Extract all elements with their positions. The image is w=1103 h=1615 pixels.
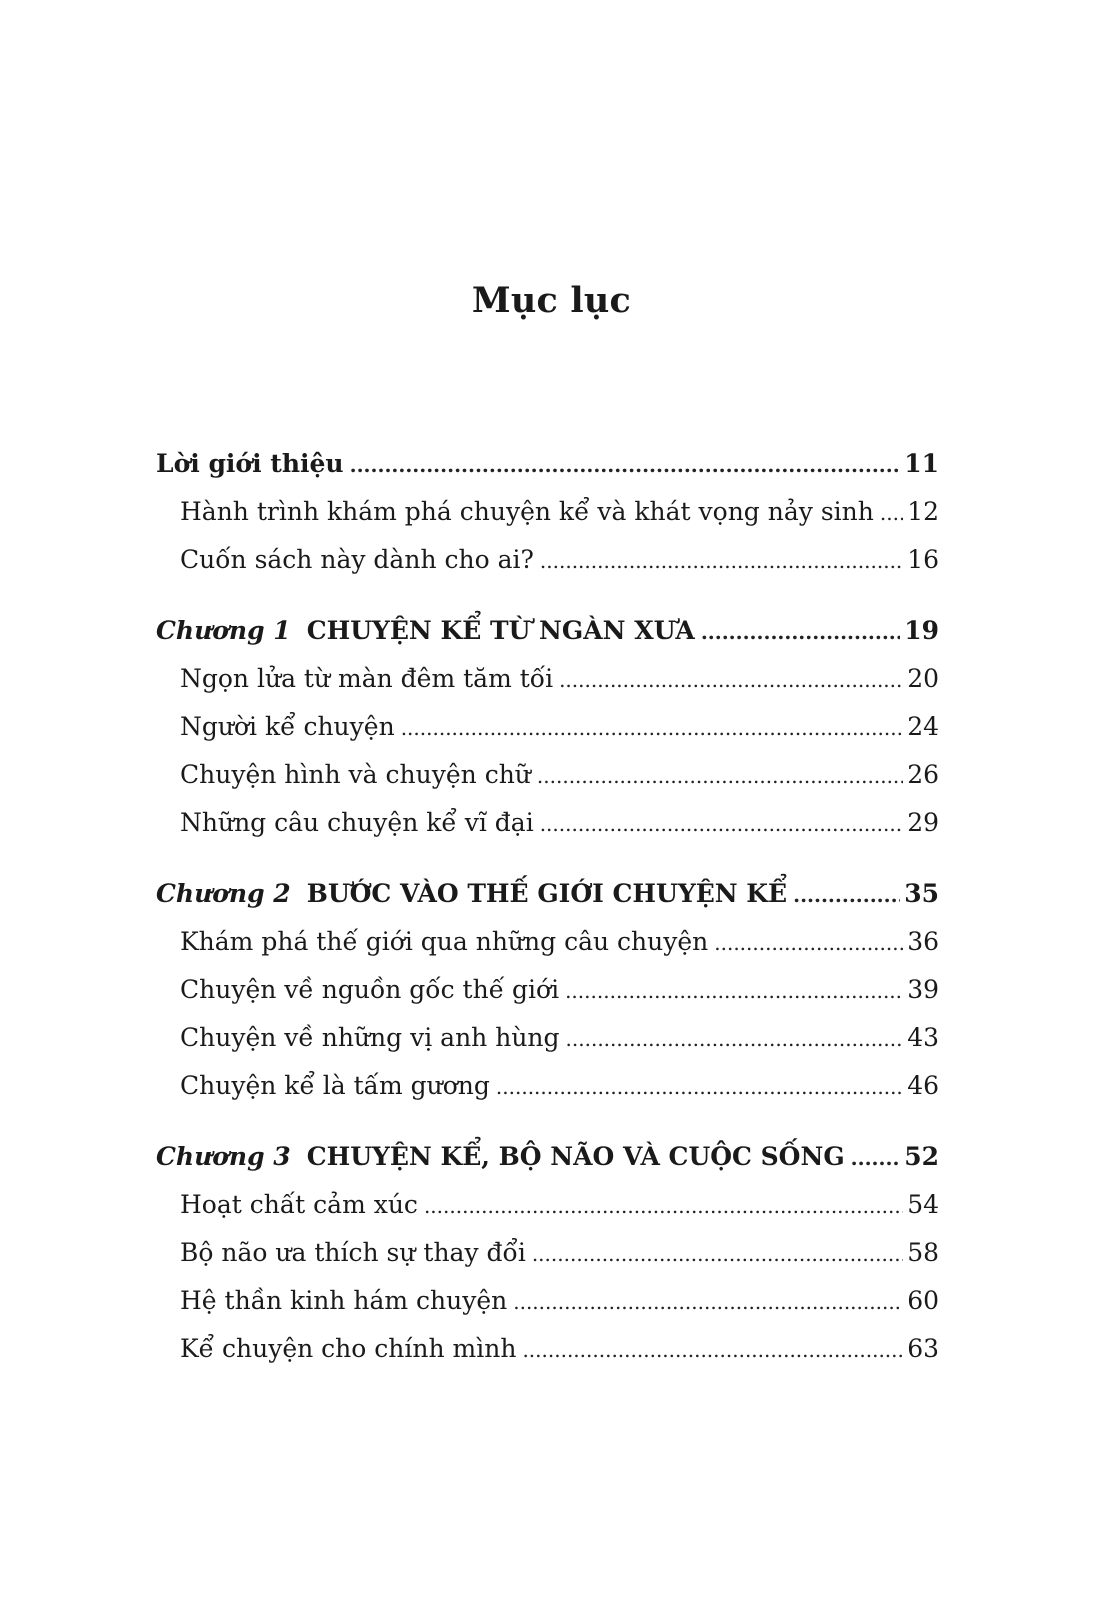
toc-entry-title: Khám phá thế giới qua những câu chuyện: [180, 927, 709, 956]
toc-page-number: 11: [904, 449, 939, 478]
dot-leader: [714, 919, 903, 967]
toc-entry-title: CHUYỆN KỂ TỪ NGÀN XƯA: [306, 616, 695, 645]
toc-entry-intro[interactable]: [156, 440, 939, 488]
dot-leader: [401, 704, 904, 752]
toc-entry-title: CHUYỆN KỂ, BỘ NÃO VÀ CUỘC SỐNG: [306, 1142, 845, 1171]
toc-page-number: 20: [907, 664, 939, 693]
toc-page-number: 29: [907, 808, 939, 837]
dot-leader: [540, 537, 903, 585]
toc-entry-title: Lời giới thiệu: [156, 449, 344, 478]
chapter-label: Chương 2: [156, 879, 291, 908]
dot-leader: [701, 608, 900, 656]
toc-entry-title: Chuyện kể là tấm gương: [180, 1071, 490, 1100]
toc-entry-chapter-2[interactable]: [156, 870, 939, 918]
toc-entry-title: Chuyện hình và chuyện chữ: [180, 760, 531, 789]
toc-entry-title: BƯỚC VÀO THẾ GIỚI CHUYỆN KỂ: [306, 879, 788, 908]
toc-subentry[interactable]: [156, 1062, 939, 1110]
toc-subentry[interactable]: [156, 1325, 939, 1373]
table-of-contents: [156, 440, 939, 1373]
toc-subentry[interactable]: [156, 1229, 939, 1277]
toc-entry-chapter-3[interactable]: [156, 1133, 939, 1181]
toc-subentry[interactable]: [156, 655, 939, 703]
toc-entry-title: Hệ thần kinh hám chuyện: [180, 1286, 508, 1315]
toc-subentry[interactable]: [156, 1277, 939, 1325]
toc-entry-title: Những câu chuyện kể vĩ đại: [180, 808, 534, 837]
dot-leader: [540, 800, 903, 848]
dot-leader: [880, 489, 903, 537]
toc-page-number: 52: [904, 1142, 939, 1171]
toc-entry-chapter-1[interactable]: [156, 607, 939, 655]
toc-subentry[interactable]: [156, 799, 939, 847]
toc-page-number: 43: [907, 1023, 939, 1052]
toc-page-number: 24: [907, 712, 939, 741]
dot-leader: [537, 752, 903, 800]
toc-page-number: 16: [907, 545, 939, 574]
dot-leader: [522, 1326, 903, 1374]
dot-leader: [532, 1230, 903, 1278]
dot-leader: [566, 1015, 904, 1063]
toc-entry-title: Kể chuyện cho chính mình: [180, 1334, 517, 1363]
toc-page-number: 54: [907, 1190, 939, 1219]
toc-subentry[interactable]: [156, 536, 939, 584]
dot-leader: [565, 967, 903, 1015]
toc-page-number: 58: [907, 1238, 939, 1267]
toc-page-number: 19: [904, 616, 939, 645]
dot-leader: [851, 1134, 901, 1182]
toc-subentry[interactable]: [156, 703, 939, 751]
dot-leader: [793, 871, 900, 919]
dot-leader: [424, 1182, 903, 1230]
toc-page-number: 36: [907, 927, 939, 956]
page-title: Mục lục: [471, 280, 632, 321]
chapter-label: Chương 1: [156, 616, 291, 645]
dot-leader: [496, 1063, 903, 1111]
toc-page-number: 60: [907, 1286, 939, 1315]
toc-page-number: 26: [907, 760, 939, 789]
toc-subentry[interactable]: [156, 751, 939, 799]
toc-entry-title: Hành trình khám phá chuyện kể và khát vọng nảy sinh: [180, 497, 874, 526]
toc-page-number: 46: [907, 1071, 939, 1100]
dot-leader: [350, 441, 901, 489]
toc-entry-title: Bộ não ưa thích sự thay đổi: [180, 1238, 526, 1267]
toc-subentry[interactable]: [156, 1181, 939, 1229]
toc-entry-title: Ngọn lửa từ màn đêm tăm tối: [180, 664, 554, 693]
toc-page-number: 63: [907, 1334, 939, 1363]
toc-subentry[interactable]: [156, 966, 939, 1014]
toc-entry-title: Cuốn sách này dành cho ai?: [180, 545, 534, 574]
toc-entry-title: Người kể chuyện: [180, 712, 395, 741]
toc-subentry[interactable]: [156, 488, 939, 536]
chapter-label: Chương 3: [156, 1142, 291, 1171]
dot-leader: [513, 1278, 903, 1326]
toc-page-number: 35: [904, 879, 939, 908]
toc-page-number: 12: [907, 497, 939, 526]
dot-leader: [559, 656, 903, 704]
toc-subentry[interactable]: [156, 918, 939, 966]
toc-entry-title: Chuyện về những vị anh hùng: [180, 1023, 560, 1052]
toc-subentry[interactable]: [156, 1014, 939, 1062]
toc-entry-title: Hoạt chất cảm xúc: [180, 1190, 418, 1219]
toc-entry-title: Chuyện về nguồn gốc thế giới: [180, 975, 560, 1004]
toc-page-number: 39: [907, 975, 939, 1004]
